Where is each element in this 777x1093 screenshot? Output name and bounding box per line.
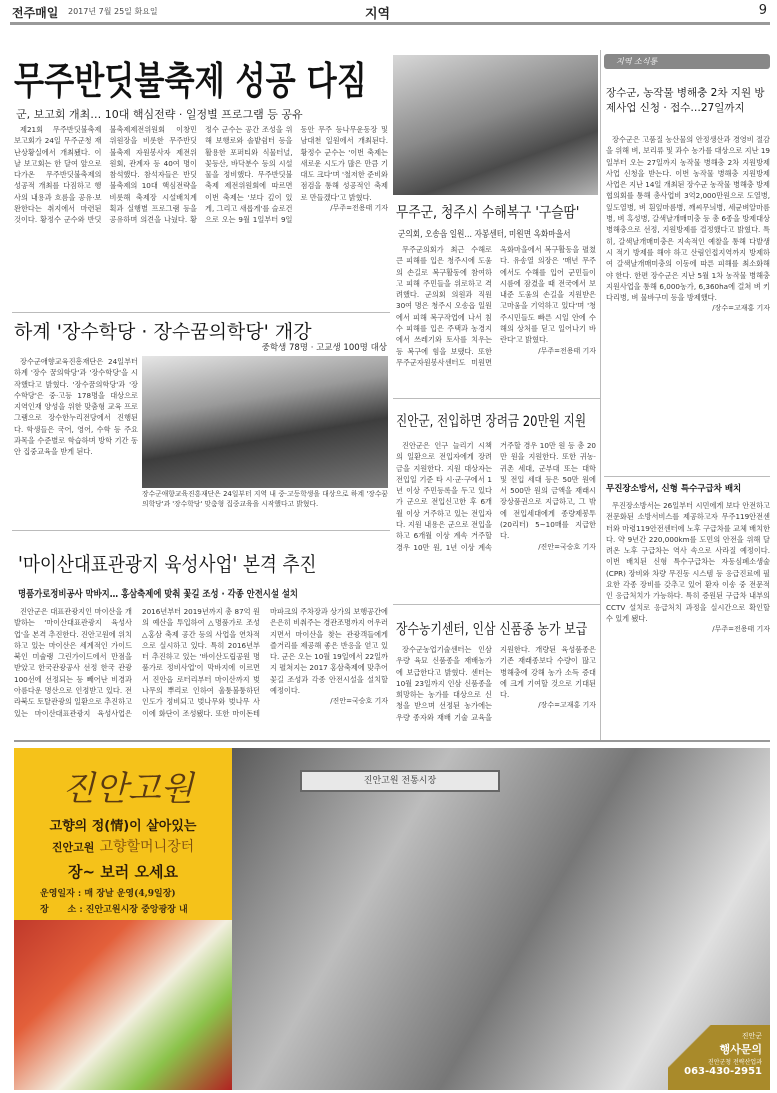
article-text: 무진장소방서는 26일부터 시민에게 보다 안전하고 전문화된 소방서비스를 제공하고자 무주119안전센터와 마령119안전센터에 노후 구급차를 교체 배치한다. 약 9년간 220,000km를 도민의 안전을 위해 달려온 노후 구급차는 역사 속으로 사라질 예정이다. 이번 배치된 신형 특수구급차는 자동심폐소생술(CPR) 장비와 차량 무진동 시스템 등 응급진료에 필요한 각종 장비를 갖추고 있어 환자 이송 중 전문적인 응급처치가 가능하다. 특히 증원된 구급차 내부의 CCTV 설치로 응급처치 과정을 실시간으로 확인할 수 있게 됐다. [606, 501, 770, 623]
ad-schedule [40, 886, 176, 899]
headline-muju-firefly: 무주반딧불축제 성공 다짐 [14, 59, 367, 103]
article-body-flood-recovery [396, 244, 596, 394]
ad-line-3: 장~ 보러 오세요 [68, 863, 178, 881]
sidebar-banner: 지역 소식통 [604, 54, 770, 69]
county-logo: 진안군 [741, 1032, 762, 1040]
headline-flood-recovery: 무주군, 청주시 수해복구 '구슬땀' [396, 203, 580, 221]
headline-jinan-relocation: 진안군, 전입하면 장려금 20만원 지원 [396, 414, 587, 430]
schedule-value: 매 장날 운영(4,9일장) [84, 889, 176, 899]
article-body-maisan [14, 606, 388, 736]
page-number: 9 [758, 3, 767, 18]
ad-line-1: 고향의 정(情)이 살아있는 [49, 819, 197, 834]
ad-chili-photo [14, 920, 232, 1090]
byline: /진안=국승호 기자 [330, 697, 388, 706]
photo-flood-recovery [393, 55, 598, 195]
byline: /장수=고재홍 기자 [538, 701, 596, 710]
headline-jangsu-school: 하계 '장수학당 · 장수꿈의학당' 개강 [14, 321, 312, 343]
headline-maisan: '마이산대표관광지 육성사업' 본격 추진 [18, 552, 317, 576]
headline-ginseng: 장수농기센터, 인삼 신품종 농가 보급 [396, 622, 588, 638]
article-body-muju-firefly [14, 124, 388, 308]
byline: /무주=전용태 기자 [538, 346, 596, 355]
article-text: 무주군의회가 최근 수해로 큰 피해를 입은 청주시에 도움의 손길로 복구활동에 참여하고 피해 주민들을 위로하고 격려했다. 군의회 의원과 직원 30여 명은 청주시 오송읍 일원에서 피해 복구작업에 나서 침수 피해를 입은 주택과 농경지에서 쓰레기와 토사를 치우는 등 복구에 힘을 보탰다. 또한 무주군자원봉사센터도 미원면 옥화마을에서 복구활동을 펼쳤다. 유송열 의장은 '매년 무주에서도 수해를 입어 군민들이 시름에 잠겼을 때 전국에서 보내준 도움의 손길을 지원받은 고마움을 기억하고 있다'며 '청주시민들도 빠른 시일 안에 수해의 상처를 딛고 일어나기 바란다'고 밝혔다. [396, 245, 596, 367]
article-text: 장수군은 고품질 농산물의 안정생산과 경영비 절감을 위해 벼, 보리류 및 과수 농가를 대상으로 지난 19일부터 오는 27일까지 농작물 병해충 2차 지원방제 사업 신청을 받는다. 이번 농작물 병해충 지원방제 사업은 지난 14일 개최된 장수군 농작물 병해충 방제협의회를 통해 총사업비 3억2,000만원으로 도열병, 잎도열병, 벼 흰잎마름병, 깨씨무늬병, 세균벼알마름병, 벼 흑성병, 갈색날개매미충 등 총 6종을 방제대상 병해충으로 선정, 지원방제를 결정했다고 밝혔다. 특히, 갈색날개매미충은 지속적인 예찰을 통해 다발생시 적기 방제를 해야 하고 산림인접지역까지 방제하여 갈색날개매미충의 이동에 따른 피해를 최소화해야 한다. 한편 장수군은 지난 5월 1차 농작물 병해충 지원사업을 통해 6,000농가, 6,360ha에 걸쳐 벼 키다리병, 벼 물바구미 등을 방제했다. [606, 135, 770, 303]
market-sign: 진안고원 전통시장 [300, 770, 500, 792]
divider [12, 312, 390, 313]
schedule-label: 운영일자 : [40, 889, 82, 899]
headline-pest-control: 장수군, 농작물 병해충 2차 지원 방제사업 신청 · 접수…27일까지 [606, 87, 765, 114]
byline: /장수=고재홍 기자 [712, 304, 770, 313]
article-text: 진안군은 대표관광지인 마이산을 개발하는 '마이산대표관광지 육성사업'을 본격 추진한다. 진안고원에 위치하고 있는 마이산은 세계적인 가이드북인 미슐랭 그린가이드에서 만점을 받았고 한국관광공사 선정 한국 관광100선에 선정되는 등 빼어난 비경과 아름다운 명산으로 인정받고 있다. 전라북도 토탈관광의 일환으로 추진하고 있는 마이산대표관광지 육성사업은 2016년부터 2019년까지 총 87억 원의 예산을 투입하여 △명품가로 조성 △홍삼 축제 공간 등의 사업을 연차적으로 실시하고 있다. 특히 2016년부터 추진하고 있는 '바이산도립공원 명품가로 정비사업'이 막바지에 이르면서 진안읍 로터리부터 마이산까지 벚나무의 뿌리로 인하여 울퉁불퉁하던 인도가 정비되고 벚나무와 벚나무 사이에 화단이 조성됐다. 또한 마이돈테마파크의 주차장과 상가의 보행공간에 은은히 비춰주는 경관조명까지 어우러지면서 마이산을 찾는 관광객들에게 즐거리를 제공해 좋은 반응을 얻고 있다. 군은 오는 10월 19일에서 22일까지 펼쳐지는 2017 홍삼축제에 맞추어 꽃길 조성과 각종 안전시설을 설치할 예정이다. [14, 607, 388, 718]
ad-market-name: 고향할머니장터 [99, 839, 195, 855]
headline-ambulance: 무진장소방서, 신형 특수구급차 배치 [606, 484, 742, 494]
byline: /진안=국승호 기자 [538, 542, 596, 551]
article-text: 진안군은 인구 늘리기 시책의 일환으로 전입자에게 장려금을 지원한다. 지원 대상자는 전입일 기준 타 시·군·구에서 1년 이상 주민등록을 두고 있다가 군으로 전입신고한 후 6개월 이상 거주하고 있는 전입자다. 지원 내용은 군으로 전입을 하고 6개월 이상 계속 거주할 경우 10만 원, 1년 이상 계속 거주할 경우 10만 원 등 총 20만 원을 지원한다. 또한 귀농·귀촌 세대, 군부대 또는 대학 및 전입 세대 등은 50만 원에서 500만 원의 금액을 재래시장상품권으로 지급하고, 그 밖에 전입세대에게 종량제봉투(20리터) 5~10매를 지급한다. [396, 441, 596, 552]
contact-dept: 진안군청 전략산업과 [707, 1059, 762, 1066]
divider [604, 476, 770, 477]
issue-date: 2017년 7월 25일 화요일 [68, 7, 158, 16]
article-text: 장수군애향교육진흥재단은 24일부터 하계 '장수 꿈의학당'과 '장수학당'을 시작했다고 밝혔다. '장수꿈의학당'과 '장수학당'은 중·고등 178명을 대상으로 지역인재 양성을 위한 맞춤형 교육 프로그램으로 장수한누리전당에서 진행된다. 학생들은 국어, 영어, 수학 등 주요 과목을 수준별로 학습하며 방학 기간 동안 집중교육을 받게 된다. [14, 357, 138, 457]
contact-phone: 063-430-2951 [684, 1066, 762, 1077]
divider [393, 604, 600, 605]
article-body-pest-control [606, 134, 770, 474]
subtitle-muju-firefly: 군, 보고회 개최… 10대 핵심전략 · 일정별 프로그램 등 공유 [16, 108, 303, 121]
ad-divider [14, 740, 770, 742]
contact-title: 행사문의 [719, 1043, 762, 1056]
article-text: 장수군농업기술센터는 인삼 우량 육묘 신품종을 재배농가에 보급한다고 밝혔다. 센터는 10월 23일까지 인삼 신품종을 희망하는 농가를 대상으로 신청을 받으며 선정된 농가에는 우량 종자와 재배 기술 교육을 지원한다. 개량된 육성품종은 기존 재래종보다 수량이 많고 병해충에 강해 농가 소득 증대에 크게 기여할 것으로 기대된다. [396, 645, 596, 722]
header-divider [10, 22, 770, 25]
divider [393, 398, 600, 399]
subtitle-jangsu-school: 중학생 78명 · 고교생 100명 대상 [261, 343, 387, 353]
ad-brand: 진안고원 [51, 841, 95, 854]
place-value: 진안고원시장 중앙광장 내 [85, 905, 188, 915]
newspaper-name: 전주매일 [12, 6, 59, 20]
article-text: 제21회 무주반딧불축제 보고회가 24일 무주군청 재난상황실에서 개최됐다. 이날 보고회는 한 달여 앞으로 다가온 무주반딧불축제의 성공적 개최를 다짐하고 행사의 내용과 흐름을 공유·보완한다는 취지에서 마련된 것이다. 황정수 군수와 반딧불축제제전위원회 이창민 위원장을 비롯한 무주반딧불축제 자원봉사자 제전위원회, 관계자 등 40여 명이 참석했다. 참석자들은 반딧불축제의 10대 핵심전략을 비롯해 축제장 시설배치계획과 실행별 프로그램 등을 공유하며 의견을 나눴다. 황정수 군수는 공간 조성을 위해 보행로와 솔밭쉼터 등을 활용한 포퍼티와 식물터널, 꽃등산, 바닥분수 등의 시설물을 정비했다. 무주반딧불축제 제전위원회에 따르면 이번 축제는 '보다 깊이 있게, 그리고 새롭게'를 슬로건으로 오는 9월 1일부터 9일 동안 무주 등나무운동장 및 남대천 일원에서 개최된다. 황정수 군수는 '이번 축제는 새로운 시도가 많은 만큼 기대도 크다'며 '철저한 준비와 점검을 통해 성공적인 축제로 만들겠다'고 밝혔다. [14, 125, 388, 225]
article-body-jinan-relocation [396, 440, 596, 600]
ad-logo: 진안고원 [62, 769, 194, 809]
article-body-ambulance [606, 500, 770, 738]
place-label: 장 소 : [40, 905, 83, 915]
subtitle-flood-recovery: 군의회, 오송읍 일원… 자봉센터, 미원면 옥화마을서 [398, 230, 571, 240]
photo-classroom [142, 356, 388, 488]
ad-place [40, 902, 188, 915]
byline: /무주=전용태 기자 [330, 204, 388, 213]
article-body-jangsu-school [14, 356, 138, 514]
byline: /무주=전용태 기자 [712, 625, 770, 634]
section-title: 지역 [365, 7, 391, 22]
ad-line-2 [14, 836, 232, 856]
column-divider [600, 50, 601, 740]
photo-caption: 장수군애향교육진흥재단은 24일부터 지역 내 중·고등학생을 대상으로 하계 '장수꿈의학당'과 '장수학당' 맞춤형 집중교육을 시작했다고 밝혔다. [142, 490, 388, 508]
article-body-ginseng [396, 644, 596, 738]
subtitle-maisan: 명품가로정비공사 막바지… 홍삼축제에 맞춰 꽃길 조성 · 각종 안전시설 설치 [18, 589, 299, 600]
divider [12, 530, 390, 531]
ad-contact-badge [668, 1025, 770, 1090]
